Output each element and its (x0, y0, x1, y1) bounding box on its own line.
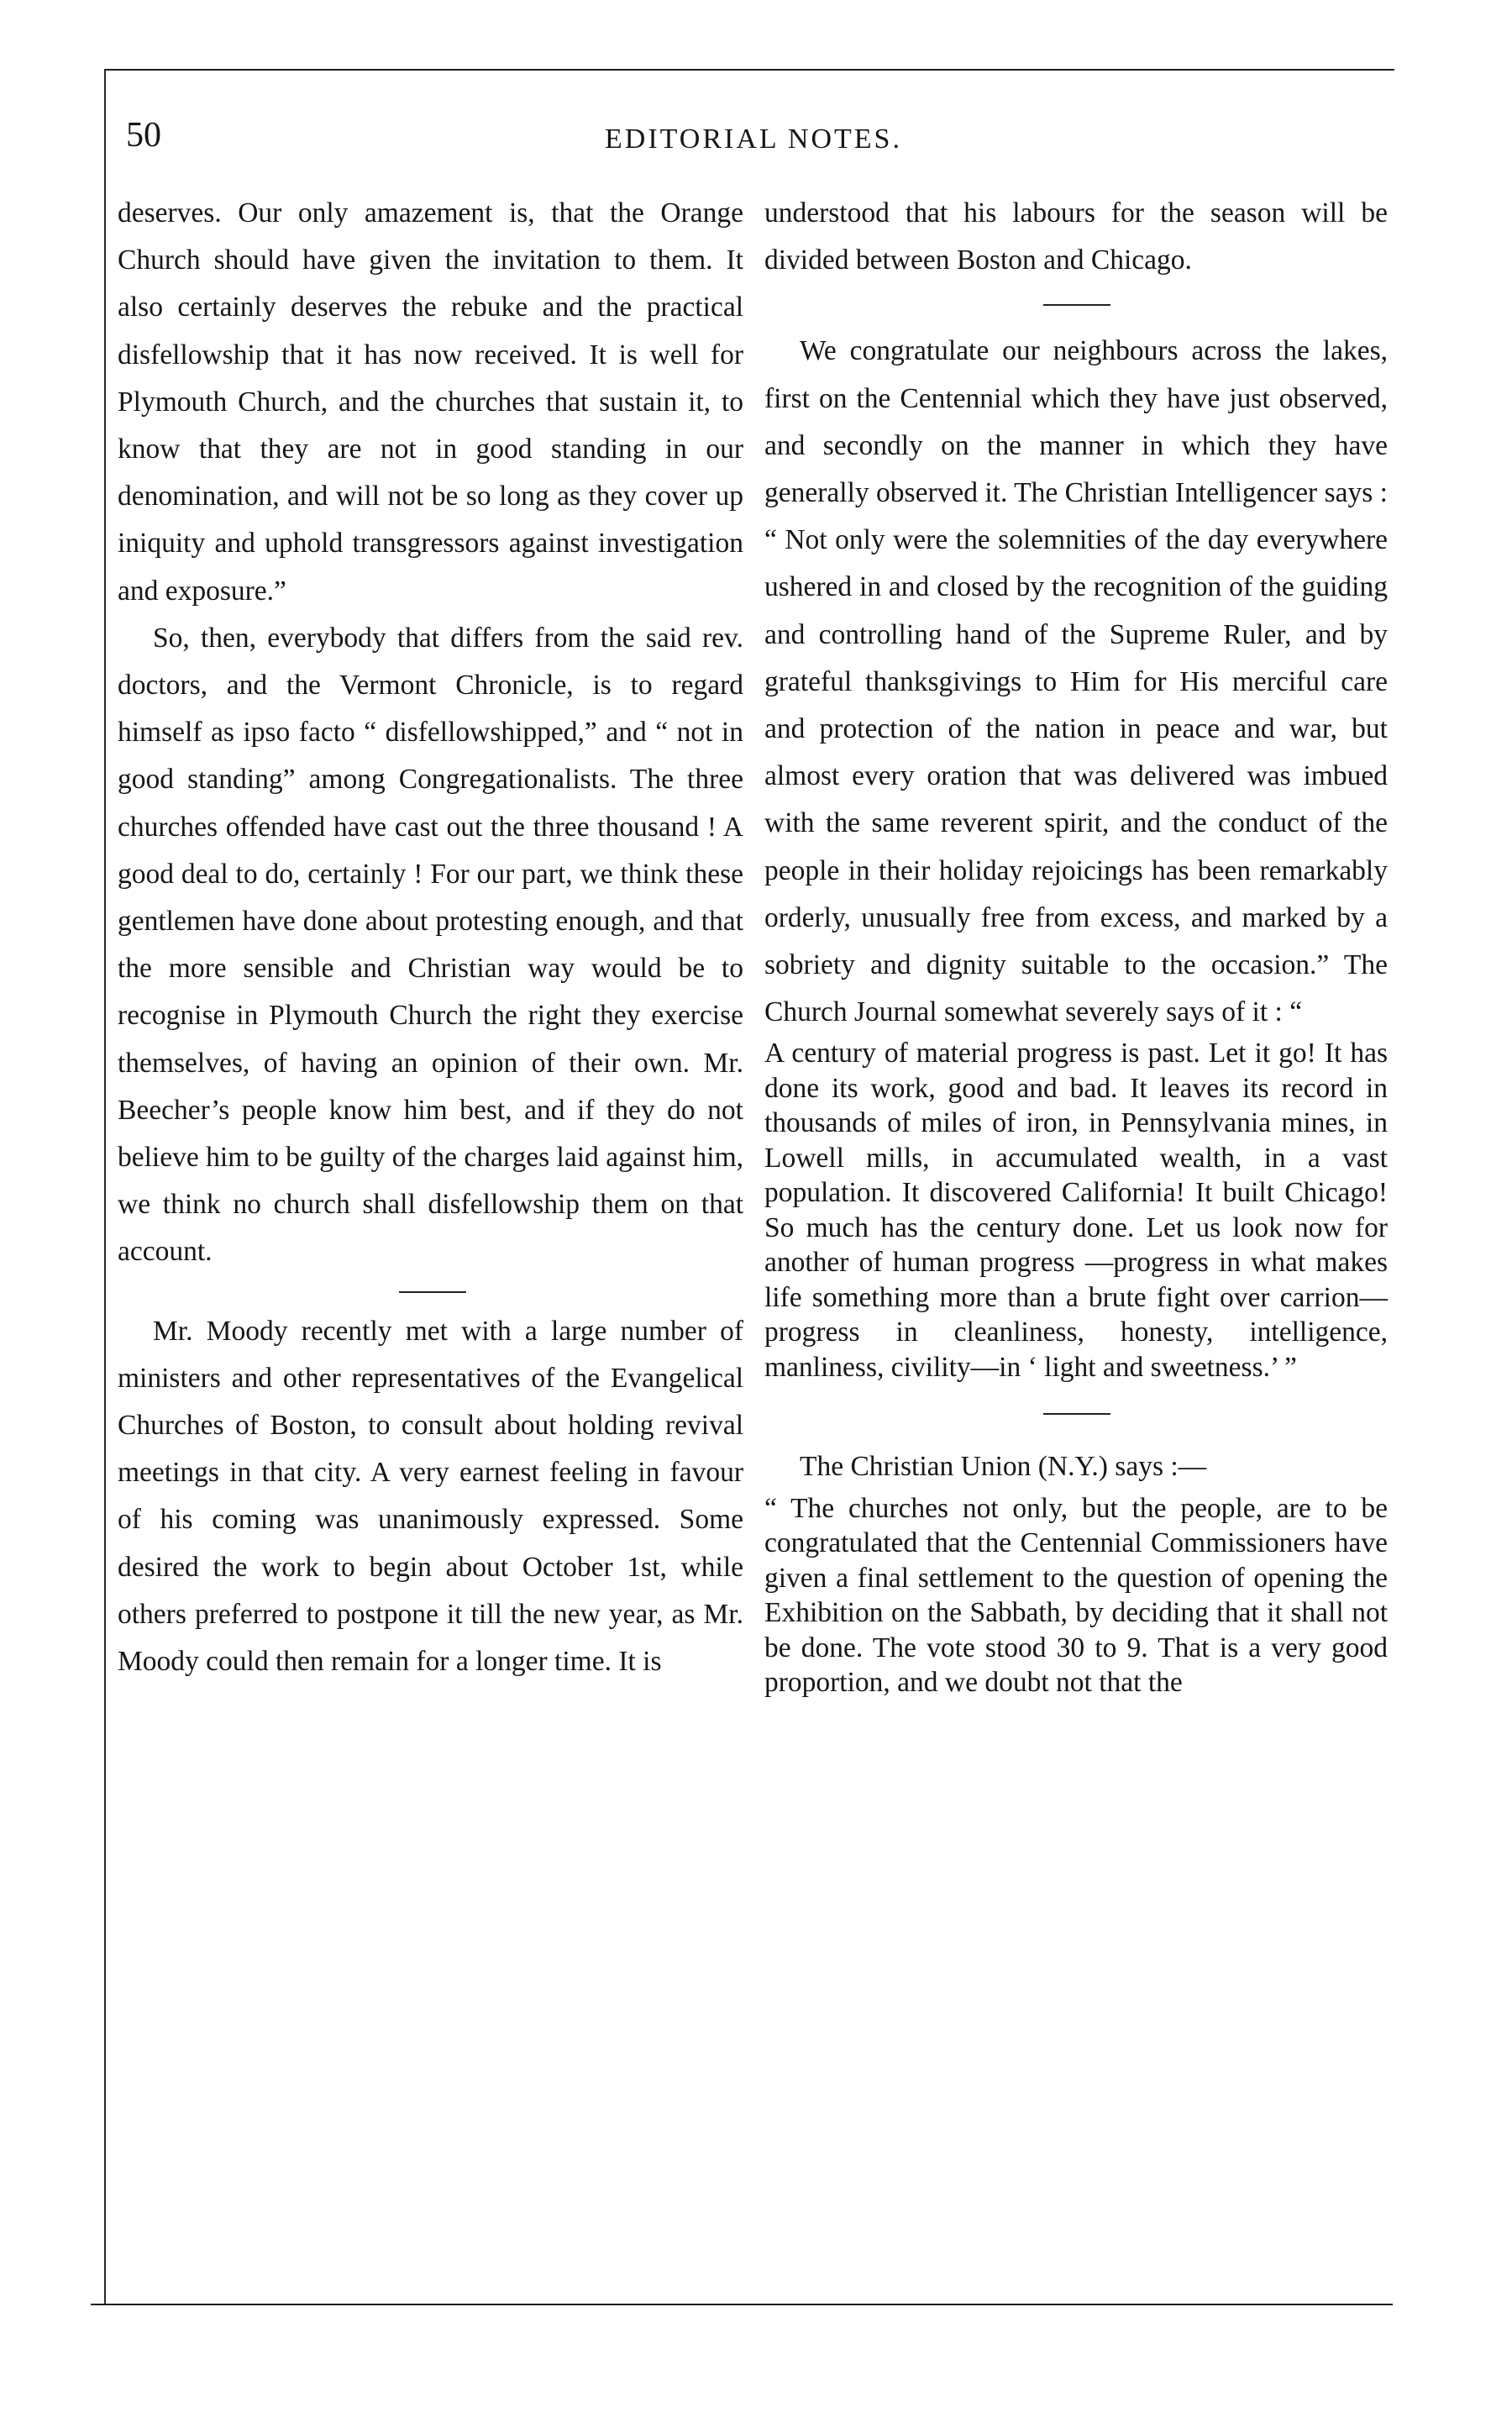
left-paragraph-1: deserves. Our only amazement is, that the Orange Church should have given the invitation to them. It also certainly deserves the rebuke and the practical disfellowship that it has now received. It is well for Plymouth Church, and the churches that sustain it, to know that they are not in good standing in our denomination, and will not be so long as they cover up iniquity and uphold transgressors against investigation and exposure.” (118, 197, 743, 607)
section-divider (399, 1291, 466, 1293)
left-column (118, 190, 743, 1685)
bottom-rule (91, 2304, 1393, 2305)
left-paragraph-2: So, then, everybody that differs from the said rev. doctors, and the Vermont Chronicle, is to regard himself as ipso facto “ disfellowshipped,” and “ not in good standing” among Congregationalists. The three churches offended have cast out the three thousand ! A good deal to do, certainly ! For our part, we think these gentlemen have done about protesting enough, and that the more sensible and Christian way would be to recognise in Plymouth Church the right they exercise themselves, of having an opinion of their own. Mr. Beecher’s people know him best, and if they do not believe him to be guilty of the charges laid against him, we think no church shall disfellowship them on that account. (118, 622, 743, 1268)
left-paragraph-3: Mr. Moody recently met with a large number of ministers and other representatives of the Evangelical Churches of Boston, to consult about holding revival meetings in that city. A very earnest feeling in favour of his coming was unanimously expressed. Some desired the work to begin about October 1st, while others preferred to postpone it till the new year, as Mr. Moody could then remain for a longer time. It is (118, 1315, 743, 1678)
section-divider (1043, 304, 1110, 306)
page-number: 50 (126, 116, 161, 155)
left-margin-rule (104, 69, 106, 2304)
right-paragraph-3-intro: The Christian Union (N.Y.) says :— (800, 1451, 1207, 1483)
right-paragraph-2-text: We congratulate our neighbours across the lakes, first on the Centennial which they have just observed, and secondly on the manner in which they have generally observed it. The Christian Intelligencer says : “ Not only were the solemnities of the day everywhere ushered in and closed by the recognition of the guiding and controlling hand of the Supreme Ruler, and by grateful thanksgivings to Him for His merciful care and protection of the nation in peace and war, but almost every oration that was delivered was imbued with the same reverent spirit, and the conduct of the people in their holiday rejoicings has been remarkably orderly, unusually free from excess, and marked by a sobriety and dignity suitable to the occasion.” The Church Journal somewhat severely says of it : “ (764, 335, 1388, 1028)
right-paragraph-3-quote: “ The churches not only, but the people, are to be congratulated that the Centennial Commissioners have given a final settlement to the question of opening the Exhibition on the Sabbath, by deciding that it shall not be done. The vote stood 30 to 9. That is a very good proportion, and we doubt not that the (764, 1492, 1388, 1699)
running-title: EDITORIAL NOTES. (605, 123, 902, 155)
section-divider (1043, 1413, 1110, 1415)
right-paragraph-2-quote: A century of material progress is past. Let it go! It has done its work, good and bad. It leaves its record in thousands of miles of iron, in Pennsylvania mines, in Lowell mills, in accumulated wealth, in a vast population. It discovered California! It built Chicago! So much has the century done. Let us look now for another of human progress —progress in what makes life something more than a brute fight over carrion— progress in cleanliness, honesty, intelligence, manliness, civility—in ‘ light and sweetness.’ ” (764, 1038, 1388, 1383)
right-column (764, 190, 1388, 1700)
top-rule (105, 69, 1394, 71)
right-paragraph-1: understood that his labours for the season will be divided between Boston and Chicago. (764, 197, 1388, 276)
